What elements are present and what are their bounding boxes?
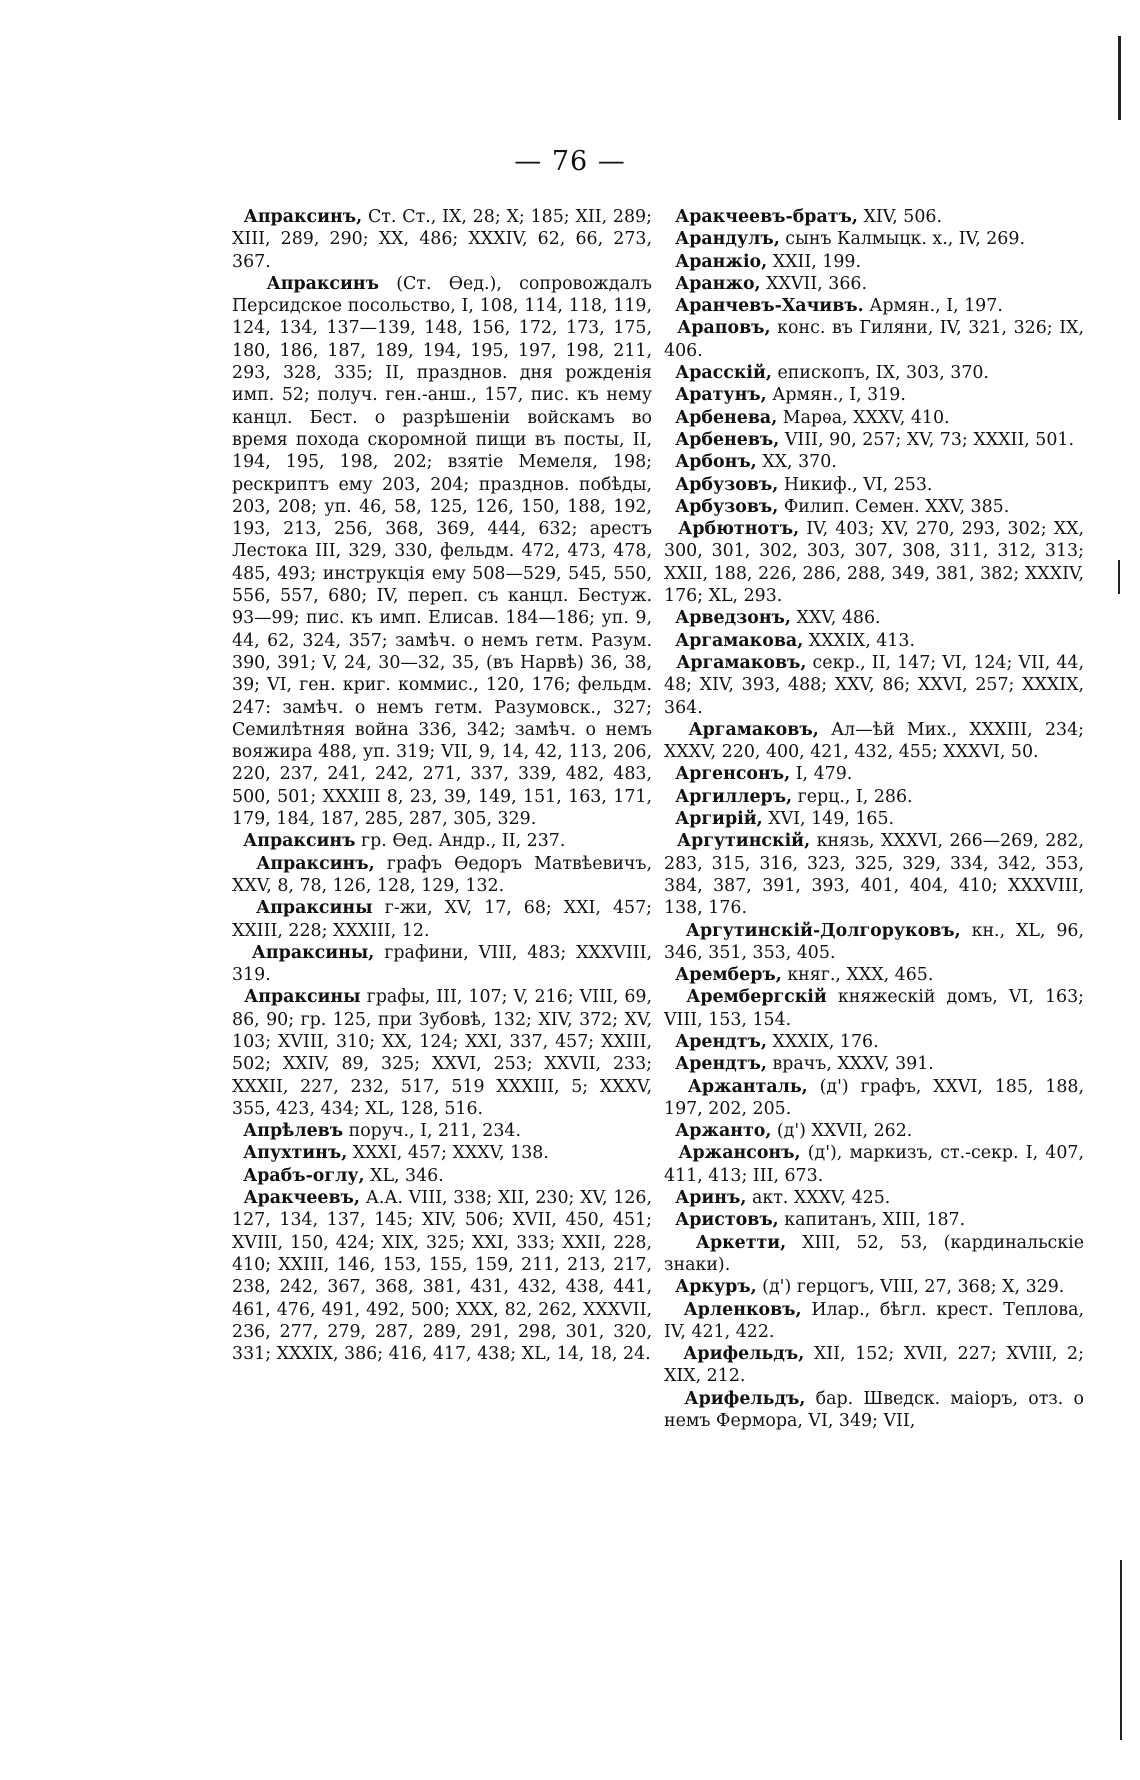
entry-headword: Аракчеевъ-братъ, <box>675 207 858 227</box>
entry-references: секр., II, 147; VI, 124; VII, 44, 48; XIV, 393, 488; XXV, 86; XXVI, 257; XXXIX, 364. <box>664 652 1084 718</box>
entry-headword: Аранчевъ-Хачивъ. <box>675 296 864 317</box>
entry-references: Илар., бѣгл. крест. Теплова, IV, 421, 422. <box>664 1299 1084 1342</box>
entry-references: графини, VIII, 483; XXXVIII, 319. <box>232 942 652 986</box>
entry-headword: Аристовъ, <box>675 1210 779 1231</box>
entry-headword: Аранжіо, <box>675 251 768 272</box>
index-entry <box>232 1120 652 1142</box>
entry-headword: Апраксинъ <box>266 273 379 294</box>
index-entry <box>664 986 1084 1031</box>
entry-references: А.А. VIII, 338; XII, 230; XV, 126, 127, 134, 137, 145; XIV, 506; XVII, 450, 451; XVIII, 150, 424; XIX, 325; XXI, 333; XXII, 228, 410; XXIII, 146, 153, 155, 159, 211, 213, 217, 238, 242, 367, 368, 381, 431, 432, 438, 441, 461, 476, 491, 492, 500; XXX, 82, 262, XXXVII, 236, 277, 279, 287, 289, 291, 298, 301, 320, 331; XXXIX, 386; 416, 417, 438; XL, 14, 18, 24. <box>232 1188 653 1365</box>
right-column <box>664 206 1084 1432</box>
entry-references: XII, 152; XVII, 227; XVIII, 2; XIX, 212. <box>664 1344 1084 1387</box>
index-entry <box>664 429 1084 451</box>
entry-references: XX, 370. <box>762 452 837 473</box>
entry-references: Марѳа, XXXV, 410. <box>782 407 950 428</box>
index-entry <box>664 1388 1084 1433</box>
index-entry <box>664 1299 1084 1344</box>
index-entry <box>664 273 1084 295</box>
index-entry <box>664 1053 1084 1075</box>
entry-references: графъ Ѳедоръ Матвѣевичъ, XXV, 8, 78, 126, 128, 129, 132. <box>232 853 653 896</box>
entry-references: капитанъ, XIII, 187. <box>784 1210 966 1231</box>
index-entry <box>664 295 1084 317</box>
entry-headword: Апраксинъ <box>243 831 356 852</box>
index-entry <box>664 1031 1084 1053</box>
index-entry <box>664 362 1084 384</box>
entry-headword: Арифельдъ, <box>684 1388 806 1409</box>
entry-headword: Арендтъ, <box>675 1054 767 1075</box>
entry-references: поруч., I, 211, 234. <box>348 1121 522 1142</box>
entry-headword: Аржанто, <box>675 1121 772 1142</box>
index-entry <box>664 652 1084 719</box>
entry-references: сынъ Калмыцк. х., IV, 269. <box>785 229 1025 250</box>
entry-references: XXXIX, 176. <box>772 1031 879 1052</box>
entry-headword: Апраксинъ, <box>256 853 375 874</box>
index-entry <box>664 518 1084 607</box>
scan-edge-mark <box>1120 1560 1122 1740</box>
entry-headword: Аргамакова, <box>675 630 804 651</box>
scan-edge-mark <box>1118 36 1121 120</box>
entry-references: акт. XXXV, 425. <box>751 1188 891 1209</box>
entry-headword: Арендтъ, <box>675 1031 767 1052</box>
entry-references: Ст. Ст., IX, 28; X; 185; XII, 289; XIII, 289, 290; XX, 486; XXXIV, 62, 66, 273, 367. <box>232 207 652 272</box>
entry-references: XXVII, 366. <box>766 273 867 294</box>
entry-references: графы, III, 107; V, 216; VIII, 69, 86, 90; гр. 125, при Зубовѣ, 132; XIV, 372; XV, 103; XVIII, 310; XX, 124; XXI, 337, 457; XXIII, 502; XXIV, 89, 325; XXVI, 253; XXVII, 233; XXXII, 227, 232, 517, 519 XXXIII, 5; XXXV, 355, 423, 434; XL, 128, 516. <box>232 987 653 1119</box>
entry-references: (Ст. Ѳед.), сопровождалъ Персидское посольство, I, 108, 114, 118, 119, 124, 134, 137—139, 148, 156, 172, 173, 175, 180, 186, 187, 189, 194, 195, 197, 198, 211, 293, 328, 335; II, празднов. дня рожденія имп. 52; получ. ген.-анш., 157, пис. къ нему канцл. Бест. о разрѣшеніи войскамъ во время похода скоромной пищи въ посты, II, 194, 195, 198, 202; взятіе Мемеля, 198; рескриптъ ему 203, 204; празднов. побѣды, 203, 208; уп. 46, 58, 125, 126, 150, 188, 192, 193, 213, 256, 368, 369, 444, 632; арестъ Лестока III, 329, 330, фельдм. 472, 473, 478, 485, 493; инструкція ему 508—529, 545, 550, 556, 557, 680; IV, переп. съ канцл. Бестуж. 93—99; пис. къ имп. Елисав. 184—186; уп. 9, 44, 62, 324, 357; замѣч. о немъ гетм. Разум. 390, 391; V, 24, 30—32, 35, (въ Нарвѣ) 36, 38, 39; VI, ген. криг. коммис., 120, 176; фельдм. 247: замѣч. о немъ гетм. Разумовск., 327; Семилѣтняя война 336, 342; замѣч. о немъ вояжира 488, уп. 319; VII, 9, 14, 42, 113, 206, 220, 237, 241, 242, 271, 337, 339, 482, 483, 500, 501; XXXIII 8, 23, 39, 149, 151, 163, 171, 179, 184, 187, 285, 287, 305, 329. <box>232 273 652 830</box>
index-entry <box>232 942 652 987</box>
entry-references: князь, XXXVI, 266—269, 282, 283, 315, 316, 323, 325, 329, 334, 342, 353, 384, 387, 391, 393, 401, 404, 410; XXXVIII, 138, 176. <box>664 831 1084 919</box>
index-entry <box>664 474 1084 496</box>
index-entry <box>664 1120 1084 1142</box>
index-entry <box>664 630 1084 652</box>
entry-references: врачъ, XXXV, 391. <box>772 1054 934 1075</box>
entry-headword: Аржанталь, <box>687 1076 808 1097</box>
index-entry <box>664 920 1084 965</box>
entry-headword: Аранжо, <box>675 273 761 294</box>
entry-headword: Аракчеевъ, <box>243 1188 360 1209</box>
entry-references: Армян., I, 197. <box>869 296 1003 317</box>
entry-references: герц., I, 286. <box>797 786 913 807</box>
entry-headword: Апухтинъ, <box>243 1143 348 1164</box>
index-entry <box>664 763 1084 785</box>
index-entry <box>664 451 1084 473</box>
entry-headword: Аркуръ, <box>675 1277 757 1298</box>
index-entry <box>664 1276 1084 1298</box>
entry-references: бар. Шведск. маіоръ, отз. о немъ Фермора, VI, 349; VII, <box>664 1388 1085 1432</box>
index-entry <box>664 496 1084 518</box>
entry-references: гр. Ѳед. Андр., II, 237. <box>361 831 566 852</box>
index-entry <box>664 228 1084 250</box>
entry-references: кн., XL, 96, 346, 351, 353, 405. <box>664 920 1084 963</box>
index-entry <box>664 808 1084 830</box>
index-entry <box>664 1209 1084 1231</box>
index-entry <box>664 251 1084 273</box>
index-entry <box>232 853 652 898</box>
index-entry <box>664 719 1084 764</box>
entry-references: Никиф., VI, 253. <box>783 474 933 495</box>
entry-references: (д') XXVII, 262. <box>776 1121 913 1142</box>
entry-headword: Аремберъ, <box>675 965 782 986</box>
entry-headword: Аргутинскій-Долгоруковъ, <box>685 920 961 941</box>
index-entry <box>664 407 1084 429</box>
entry-headword: Аргамаковъ, <box>688 719 819 740</box>
index-entry <box>664 1343 1084 1388</box>
entry-references: Армян., I, 319. <box>772 385 906 406</box>
index-entry <box>664 1142 1084 1187</box>
index-entry <box>232 1187 652 1365</box>
entry-references: XXII, 199. <box>772 251 862 272</box>
entry-headword: Апраксинъ, <box>243 207 363 227</box>
entry-references: г-жи, XV, 17, 68; XXI, 457; XXIII, 228; XXXIII, 12. <box>232 898 653 941</box>
entry-headword: Аратунъ, <box>675 385 767 406</box>
entry-references: XVI, 149, 165. <box>768 809 895 830</box>
entry-references: XL, 346. <box>370 1165 444 1186</box>
entry-headword: Аркетти, <box>695 1232 787 1253</box>
entry-references: VIII, 90, 257; XV, 73; XXXII, 501. <box>784 429 1074 450</box>
index-entry <box>232 206 652 273</box>
entry-references: епископъ, IX, 303, 370. <box>777 363 990 384</box>
entry-references: княжескій домъ, VI, 163; VIII, 153, 154. <box>664 987 1084 1030</box>
left-column <box>232 206 652 1365</box>
entry-references: XXV, 486. <box>796 608 881 629</box>
entry-references: XIII, 52, 53, (кардинальскіе знаки). <box>664 1232 1085 1275</box>
entry-references: XXXIX, 413. <box>808 630 915 651</box>
entry-headword: Аргенсонъ, <box>675 764 791 785</box>
index-entry <box>232 1165 652 1187</box>
entry-headword: Арбузовъ, <box>675 474 779 495</box>
entry-headword: Аргутинскій, <box>676 831 811 852</box>
entry-headword: Арленковъ, <box>683 1299 802 1320</box>
index-entry <box>664 830 1084 919</box>
page-number: — 76 — <box>514 146 626 177</box>
entry-headword: Аргамаковъ, <box>676 652 807 673</box>
entry-headword: Араповъ, <box>677 318 771 339</box>
index-entry <box>232 897 652 942</box>
index-entry <box>664 206 1084 228</box>
entry-headword: Апраксины, <box>251 942 375 963</box>
index-entry <box>664 786 1084 808</box>
entry-headword: Арбенева, <box>675 407 778 428</box>
entry-headword: Аринъ, <box>675 1188 747 1209</box>
entry-headword: Аржансонъ, <box>678 1143 801 1164</box>
index-entry <box>232 1142 652 1164</box>
entry-headword: Арифельдъ, <box>683 1344 805 1365</box>
entry-headword: Арведзонъ, <box>675 608 791 629</box>
index-entry <box>664 317 1084 362</box>
entry-headword: Арасскій, <box>675 363 772 384</box>
entry-headword: Аргиллеръ, <box>675 786 793 807</box>
entry-headword: Арабъ-оглу, <box>243 1165 365 1186</box>
index-entry <box>232 273 652 830</box>
index-entry <box>232 986 652 1120</box>
index-entry <box>232 830 652 852</box>
entry-headword: Аргирій, <box>675 809 763 830</box>
index-entry <box>664 607 1084 629</box>
entry-headword: Арбютнотъ, <box>678 519 800 540</box>
entry-headword: Апрѣлевъ <box>243 1121 344 1142</box>
entry-headword: Арбонъ, <box>675 452 757 473</box>
entry-references: княг., XXX, 465. <box>787 965 934 986</box>
entry-references: конс. въ Гиляни, IV, 321, 326; IX, 406. <box>664 318 1085 361</box>
entry-headword: Апраксины <box>256 898 373 919</box>
scan-edge-mark <box>1118 560 1120 594</box>
entry-references: (д') герцогъ, VIII, 27, 368; X, 329. <box>762 1277 1065 1298</box>
index-entry <box>664 1076 1084 1121</box>
index-entry <box>664 964 1084 986</box>
index-entry <box>664 1232 1084 1277</box>
entry-references: Филип. Семен. XXV, 385. <box>783 496 1010 517</box>
entry-headword: Арембергскій <box>686 987 827 1008</box>
entry-references: IV, 403; XV, 270, 293, 302; XX, 300, 301, 302, 303, 307, 308, 311, 312, 313; XXII, 188, 226, 286, 288, 349, 381, 382; XXXIV, 176; XL, 293. <box>664 519 1084 607</box>
entry-references: Ал—ѣй Мих., XXXIII, 234; XXXV, 220, 400, 421, 432, 455; XXXVI, 50. <box>664 719 1084 763</box>
entry-references: (д'), маркизъ, ст.-секр. I, 407, 411, 413; III, 673. <box>664 1143 1084 1186</box>
entry-headword: Арандулъ, <box>675 229 780 250</box>
entry-headword: Арбеневъ, <box>675 429 780 450</box>
entry-references: XIV, 506. <box>863 207 942 227</box>
entry-headword: Апраксины <box>244 987 361 1008</box>
index-entry <box>664 1187 1084 1209</box>
entry-headword: Арбузовъ, <box>675 496 779 517</box>
entry-references: XXXI, 457; XXXV, 138. <box>352 1143 549 1164</box>
entry-references: (д') графъ, XXVI, 185, 188, 197, 202, 205. <box>664 1076 1084 1119</box>
index-entry <box>664 384 1084 406</box>
entry-references: I, 479. <box>795 764 853 785</box>
